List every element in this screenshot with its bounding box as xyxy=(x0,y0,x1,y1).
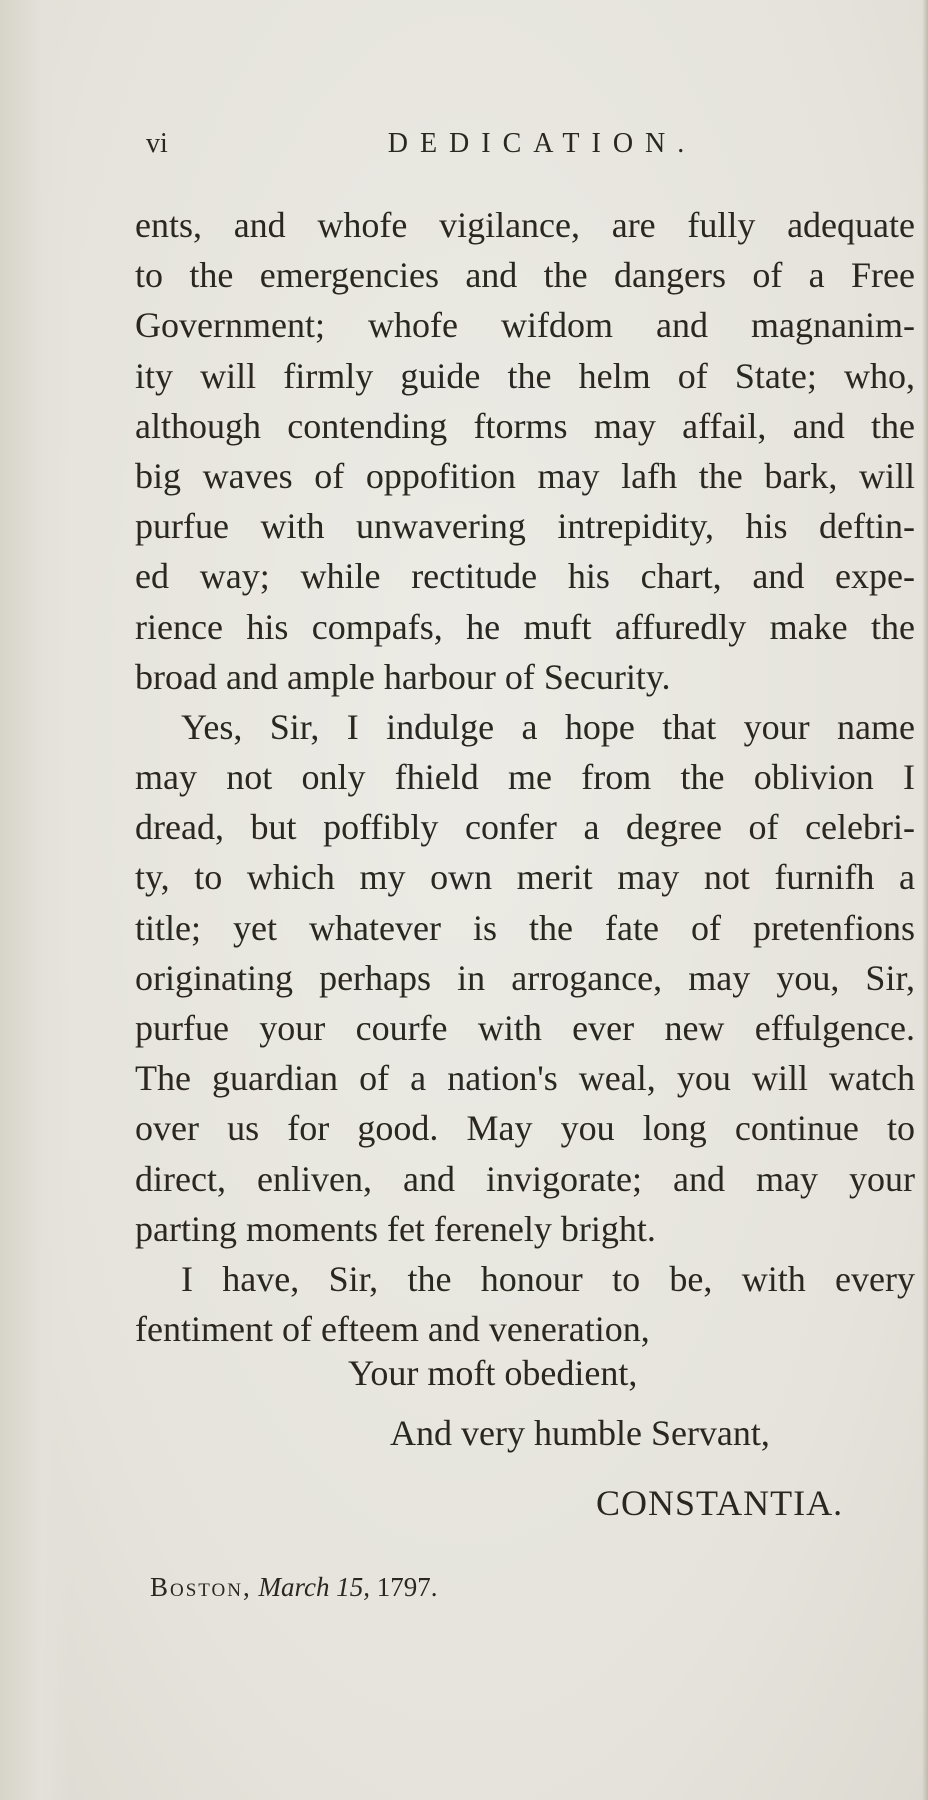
dateline-place: Boston, xyxy=(150,1572,252,1602)
text-line: dread, but poffibly confer a degree of celebri- xyxy=(135,807,915,848)
text-line: big waves of oppofition may lafh the bark, will xyxy=(135,455,915,496)
text-line: direct, enliven, and invigorate; and may your xyxy=(135,1158,915,1199)
text-line: broad and ample harbour of Security. xyxy=(135,656,671,697)
running-head: DEDICATION. xyxy=(387,128,697,159)
page-header xyxy=(132,128,912,164)
text-line: parting moments fet ferenely bright. xyxy=(135,1208,656,1249)
dateline-month-day: March 15, xyxy=(258,1572,370,1602)
signature: CONSTANTIA. xyxy=(596,1483,844,1523)
text-line: although contending ftorms may affail, and the xyxy=(135,405,915,446)
text-line: Yes, Sir, I indulge a hope that your name xyxy=(181,706,915,747)
text-line: ty, to which my own merit may not furnifh a xyxy=(135,857,915,898)
text-line: ed way; while rectitude his chart, and expe- xyxy=(135,556,915,597)
text-line: fentiment of efteem and veneration, xyxy=(135,1309,650,1350)
page-edge xyxy=(922,0,928,1800)
text-line: title; yet whatever is the fate of pretenfions xyxy=(135,907,915,948)
text-line: purfue with unwavering intrepidity, his deftin- xyxy=(135,506,915,547)
text-line: Government; whofe wifdom and magnanim- xyxy=(135,305,915,346)
text-line: to the emergencies and the dangers of a Free xyxy=(135,255,915,296)
closing-line-1: Your moft obedient, xyxy=(348,1353,638,1393)
text-line: rience his compafs, he muft affuredly make the xyxy=(135,606,915,647)
text-line: may not only fhield me from the oblivion I xyxy=(135,757,915,798)
closing-line-2: And very humble Servant, xyxy=(390,1413,770,1453)
text-line: purfue your courfe with ever new effulgence. xyxy=(135,1008,915,1048)
dateline xyxy=(150,1572,438,1603)
page-gutter-shadow xyxy=(0,0,70,1800)
text-line: I have, Sir, the honour to be, with every xyxy=(181,1258,915,1299)
text-line: over us for good. May you long continue to xyxy=(135,1108,915,1149)
dateline-year: 1797. xyxy=(376,1572,438,1602)
text-line: ents, and whofe vigilance, are fully adequate xyxy=(135,205,915,245)
text-line: ity will firmly guide the helm of State; who, xyxy=(135,355,915,396)
text-line: The guardian of a nation's weal, you will watch xyxy=(135,1058,915,1099)
dedication-body xyxy=(135,200,915,1354)
text-line: originating perhaps in arrogance, may you, Sir, xyxy=(135,957,915,998)
page-number: vi xyxy=(146,128,168,159)
